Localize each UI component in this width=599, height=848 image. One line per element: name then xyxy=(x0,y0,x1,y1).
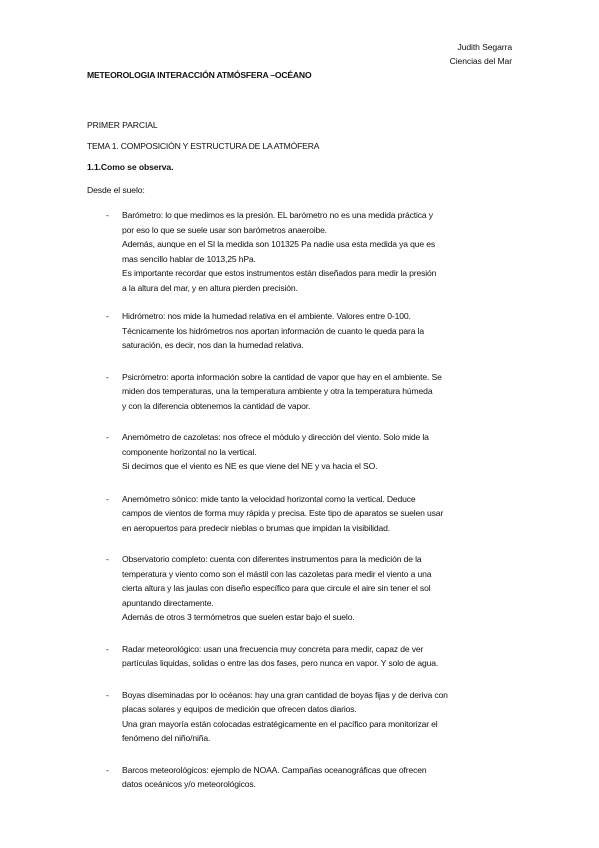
intro-text: Desde el suelo: xyxy=(87,185,145,195)
instrument-list xyxy=(87,208,517,792)
bullet-dash: - xyxy=(106,689,109,700)
text-line: Observatorio completo: cuenta con diferentes instrumentos para la medición de la xyxy=(122,554,422,564)
text-line: a la altura del mar, y en altura pierden precisión. xyxy=(122,282,298,293)
list-item-boyas xyxy=(87,688,517,746)
subsection-heading: 1.1.Como se observa. xyxy=(87,162,174,172)
text-line: miden dos temperaturas, una la temperatura ambiente y otra la temperatura húmeda xyxy=(122,386,433,396)
list-item-hidrometro xyxy=(87,309,517,353)
text-line: por eso lo que se suele usar son barómetros anaeroibe. xyxy=(122,224,327,235)
bullet-dash: - xyxy=(106,371,109,382)
list-item-barcos xyxy=(87,763,517,792)
list-item-anemometro-cazoletas xyxy=(87,430,517,474)
topic-heading: TEMA 1. COMPOSICIÓN Y ESTRUCTURA DE LA ATMÓFERA xyxy=(87,141,320,151)
text-line: Además de otros 3 termómetros que suelen estar bajo el suelo. xyxy=(122,612,355,622)
text-line: Es importante recordar que estos instrumentos están diseñados para medir la presión xyxy=(122,268,437,278)
text-line: Si decimos que el viento es NE es que viene del NE y va hacia el SO. xyxy=(122,461,378,471)
list-item-barometro xyxy=(87,208,517,295)
text-line: Radar meteorológico: usan una frecuencia muy concreta para medir, capaz de ver xyxy=(122,643,424,654)
text-line: temperatura y viento como son el mástil con las cazoletas para medir el viento a una xyxy=(122,568,432,579)
text-line: Además, aunque en el SI la medida son 101325 Pa nadie usa esta medida ya que es xyxy=(122,239,436,249)
text-line: fenómeno del niño/niña. xyxy=(122,733,211,743)
author-name: Judith Segarra xyxy=(457,42,512,52)
bullet-dash: - xyxy=(106,210,109,220)
text-line: datos oceánicos y/o meteorológicos. xyxy=(122,779,256,789)
text-line: apuntando directamente. xyxy=(122,597,214,608)
list-item-observatorio xyxy=(87,552,517,625)
bullet-dash: - xyxy=(106,554,109,564)
course-name: Ciencias del Mar xyxy=(449,56,512,66)
list-item-radar xyxy=(87,642,517,671)
bullet-dash: - xyxy=(106,311,109,321)
text-line: partículas liquidas, solidas o entre las dos fases, pero nunca en vapor. Y solo de agua. xyxy=(122,658,439,668)
text-line: Barómetro: lo que medimos es la presión. EL barómetro no es una medida práctica y xyxy=(122,210,433,220)
text-line: saturación, es decir, nos dan la humedad relativa. xyxy=(122,340,304,350)
text-line: en aeropuertos para predecir nieblas o brumas que impidan la visibilidad. xyxy=(122,522,391,533)
bullet-dash: - xyxy=(106,643,109,654)
text-line: mas sencillo hablar de 1013,25 hPa. xyxy=(122,253,256,264)
text-line: Boyas diseminadas por lo océanos: hay una gran cantidad de boyas fijas y de deriva con xyxy=(122,689,448,700)
text-line: Psicrómetro: aporta información sobre la cantidad de vapor que hay en el ambiente. Se xyxy=(122,371,442,382)
text-line: campos de vientos de forma muy rápida y precisa. Este tipo de aparatos se suelen usar xyxy=(122,508,444,518)
text-line: Barcos meteorológicos: ejemplo de NOAA. Campañas oceanográficas que ofrecen xyxy=(122,764,427,775)
author-block xyxy=(450,40,512,68)
text-line: y con la diferencia obtenemos la cantidad de vapor. xyxy=(122,400,311,411)
document-title: METEOROLOGIA INTERACCIÓN ATMÓSFERA –OCÉANO xyxy=(87,70,312,80)
bullet-dash: - xyxy=(106,764,109,775)
text-line: Hidrómetro: nos mide la humedad relativa en el ambiente. Valores entre 0-100. xyxy=(122,311,411,321)
text-line: Anemómetro de cazoletas: nos ofrece el módulo y dirección del viento. Solo mide la xyxy=(122,432,429,442)
bullet-dash: - xyxy=(106,493,109,504)
exam-label: PRIMER PARCIAL xyxy=(87,120,158,130)
list-item-anemometro-sonico xyxy=(87,492,517,536)
text-line: Una gran mayoría están colocadas estratégicamente en el pacífico para monitorizar el xyxy=(122,718,438,729)
text-line: Técnicamente los hidrómetros nos aportan información de cuanto le queda para la xyxy=(122,325,425,336)
text-line: componente horizontal no la vertical. xyxy=(122,446,257,457)
text-line: cierta altura y las jaulas con diseño específico para que circule el aire sin tener el sol xyxy=(122,583,431,593)
text-line: placas solares y equipos de medición que ofrecen datos diarios. xyxy=(122,704,357,714)
list-item-psicrometro xyxy=(87,370,517,414)
bullet-dash: - xyxy=(106,432,109,442)
text-line: Anemómetro sónico: mide tanto la velocidad horizontal como la vertical. Deduce xyxy=(122,493,416,504)
